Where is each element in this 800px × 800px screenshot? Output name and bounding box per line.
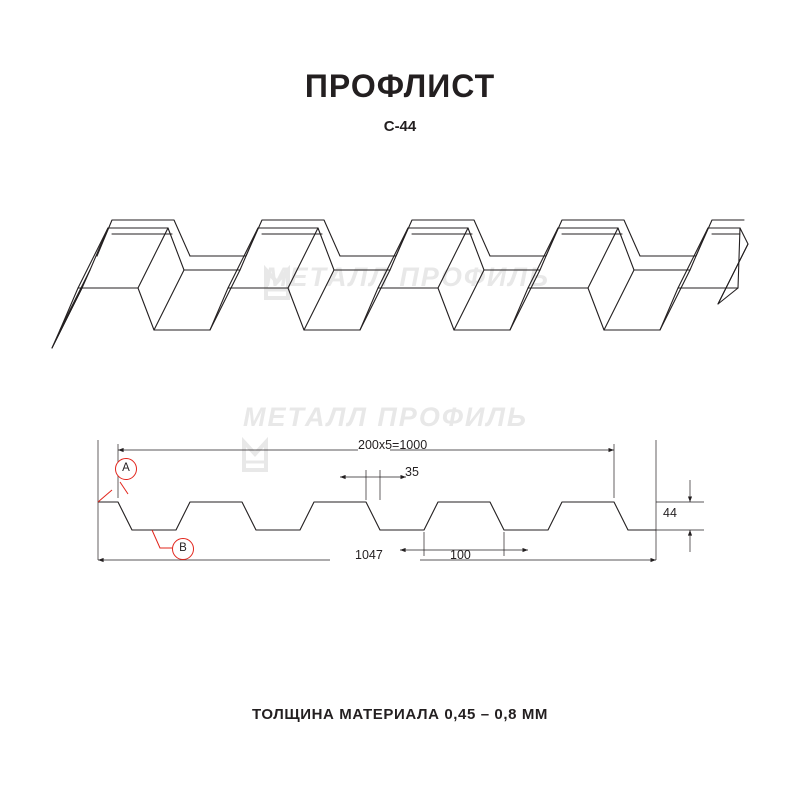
watermark-text-bottom: МЕТАЛЛ ПРОФИЛЬ bbox=[243, 402, 528, 432]
dimension-label-overall-bottom: 1047 bbox=[355, 548, 383, 562]
page-title: ПРОФЛИСТ bbox=[304, 68, 496, 104]
callout-b: B bbox=[172, 538, 194, 560]
material-thickness-note: ТОЛЩИНА МАТЕРИАЛА 0,45 – 0,8 ММ bbox=[251, 706, 549, 723]
isometric-profile-drawing bbox=[50, 170, 750, 370]
dimension-label-rib-top: 35 bbox=[405, 465, 419, 479]
dimension-label-overall-top: 200x5=1000 bbox=[358, 438, 428, 452]
dimension-label-height: 44 bbox=[663, 506, 677, 520]
isometric-svg bbox=[50, 170, 750, 370]
watermark-text-top: МЕТАЛЛ ПРОФИЛЬ bbox=[265, 262, 550, 292]
callout-a: A bbox=[115, 458, 137, 480]
cross-section-drawing bbox=[90, 420, 710, 600]
dimension-label-pitch: 100 bbox=[450, 548, 471, 562]
product-model: С-44 bbox=[383, 118, 417, 135]
